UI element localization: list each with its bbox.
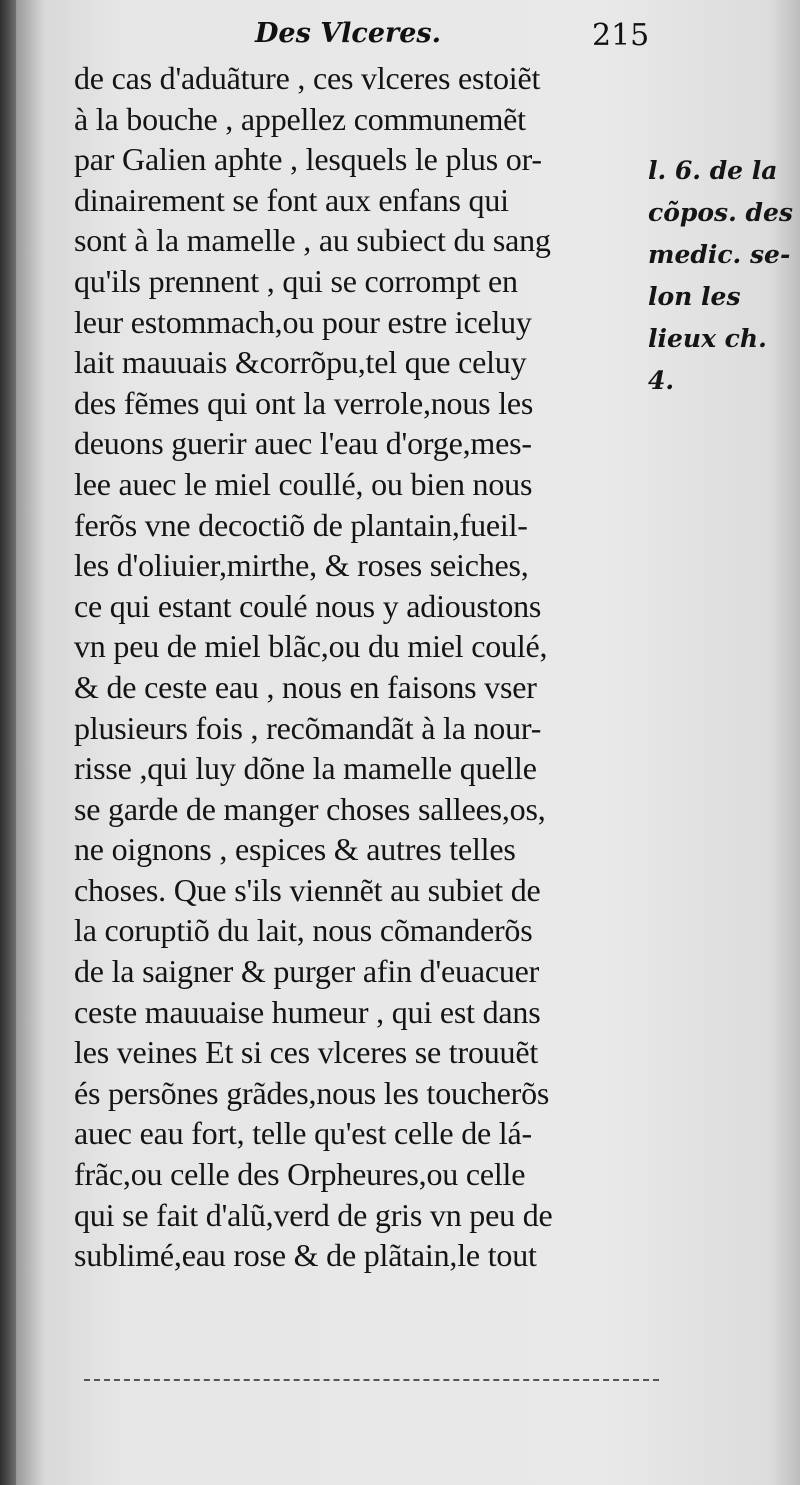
text-line: lee auec le miel coullé, ou bien nous bbox=[74, 465, 533, 502]
text-line: auec eau fort, telle qu'est celle de lá- bbox=[74, 1115, 532, 1152]
text-line: sublimé,eau rose & de plãtain,le tout bbox=[74, 1237, 537, 1274]
text-line: les d'oliuier,mirthe, & roses seiches, bbox=[74, 547, 529, 584]
page-number: 215 bbox=[592, 18, 650, 53]
text-line: qu'ils prennent , qui se corrompt en bbox=[74, 262, 518, 299]
text-line: ne oignons , espices & autres telles bbox=[74, 831, 516, 868]
text-line: leur estommach,ou pour estre iceluy bbox=[74, 303, 532, 340]
text-line: plusieurs fois , recõmandãt à la nour- bbox=[74, 709, 542, 746]
text-line: dinairement se font aux enfans qui bbox=[74, 181, 509, 218]
margin-note-line: medic. se- bbox=[648, 240, 791, 269]
text-line: ceste mauuaise humeur , qui est dans bbox=[74, 993, 541, 1030]
margin-note-line: lon les bbox=[648, 282, 741, 311]
margin-note-line: l. 6. de la bbox=[648, 156, 778, 185]
page-gutter-shadow bbox=[0, 0, 16, 1485]
text-line: des fẽmes qui ont la verrole,nous les bbox=[74, 384, 534, 421]
running-head-title: Des Vlceres. bbox=[255, 18, 442, 49]
text-line: lait mauuais &corrõpu,tel que celuy bbox=[74, 344, 527, 381]
text-line: és persõnes grãdes,nous les toucherõs bbox=[74, 1074, 550, 1111]
text-line: à la bouche , appellez communemẽt bbox=[74, 100, 526, 137]
text-line: qui se fait d'alũ,verd de gris vn peu de bbox=[74, 1196, 553, 1233]
text-line: la coruptiõ du lait, nous cõmanderõs bbox=[74, 912, 533, 949]
body-text-block bbox=[74, 58, 654, 1276]
text-line: & de ceste eau , nous en faisons vser bbox=[74, 668, 537, 705]
text-line: de la saigner & purger afin d'euacuer bbox=[74, 953, 540, 990]
text-line: vn peu de miel blãc,ou du miel coulé, bbox=[74, 628, 548, 665]
margin-note-line: cõpos. des bbox=[648, 198, 793, 227]
text-line: frãc,ou celle des Orpheures,ou celle bbox=[74, 1156, 526, 1193]
text-line: choses. Que s'ils viennẽt au subiet de bbox=[74, 871, 541, 908]
margin-note-line: 4. bbox=[648, 366, 675, 395]
text-line: se garde de manger choses sallees,os, bbox=[74, 790, 546, 827]
margin-note-line: lieux ch. bbox=[648, 324, 767, 353]
text-line: ferõs vne decoctiõ de plantain,fueil- bbox=[74, 506, 528, 543]
text-line: sont à la mamelle , au subiect du sang bbox=[74, 222, 551, 259]
text-line: les veines Et si ces vlceres se trouuẽt bbox=[74, 1034, 539, 1071]
text-line: ce qui estant coulé nous y adioustons bbox=[74, 587, 542, 624]
running-head bbox=[0, 12, 800, 52]
bottom-dashed-rule bbox=[84, 1379, 659, 1381]
margin-note bbox=[648, 150, 798, 402]
text-line: par Galien aphte , lesquels le plus or- bbox=[74, 141, 542, 178]
text-line: risse ,qui luy dõne la mamelle quelle bbox=[74, 750, 537, 787]
text-line: de cas d'aduãture , ces vlceres estoiẽt bbox=[74, 60, 541, 96]
text-line: deuons guerir auec l'eau d'orge,mes- bbox=[74, 425, 532, 462]
